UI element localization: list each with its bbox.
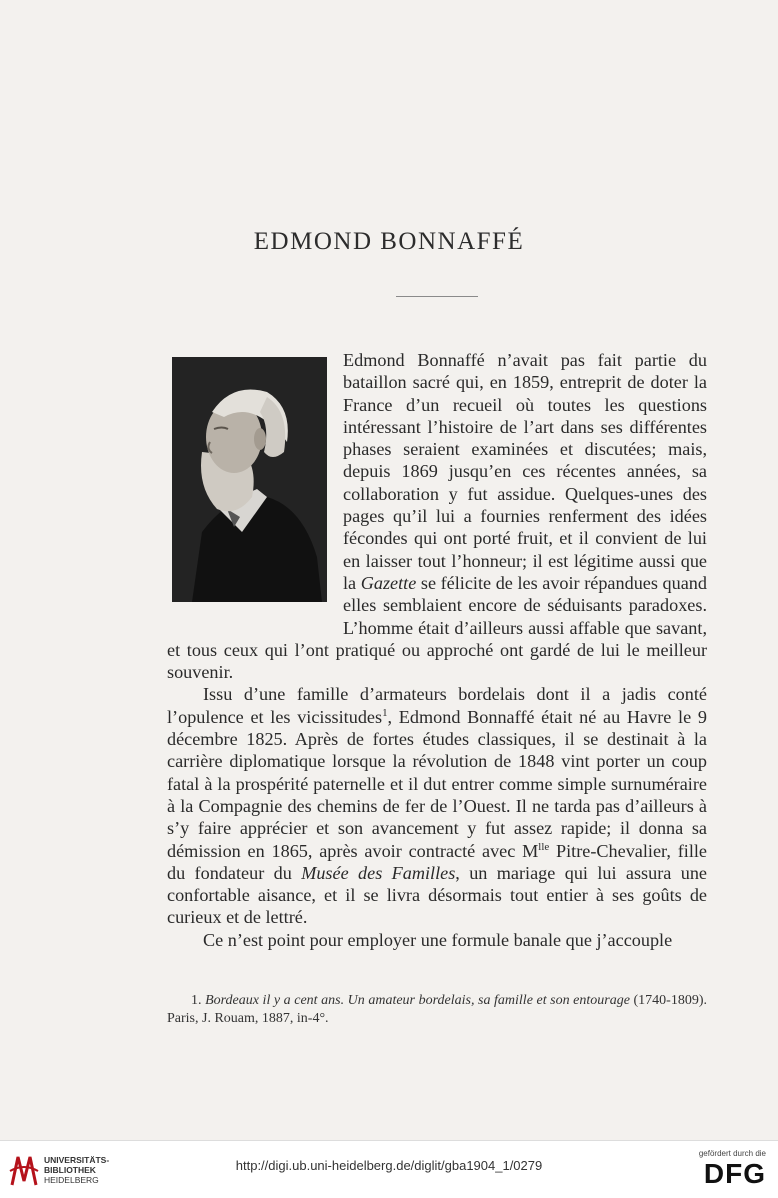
portrait-spacer — [167, 349, 343, 617]
mlle-superscript: lle — [538, 840, 550, 853]
paragraph-1-text-a: Edmond Bonnaffé n’avait pas fait partie du bataillon sacré qui, en 1859, entreprit de doter la France d’un recueil où toutes les questions intéressant l’histoire de l’art dans ses différentes phases seraient examinées et discutées; mais, depuis 1869 jusqu’en ces récentes années, sa collaboration y fut assidue. Quelques-unes des pages qu’il lui a fournies renferment des idées fécondes qui ont porté fruit, et il convient de lui en laisser tout l’honneur; il est légitime aussi que la — [343, 350, 707, 593]
musee-title: Musée des Familles — [301, 862, 456, 883]
dfg-logo: DFG — [703, 1158, 766, 1189]
sponsor-text: gefördert durch die — [698, 1149, 766, 1158]
sponsor-block — [676, 1149, 766, 1190]
footnote-reference: 1 — [382, 706, 388, 719]
paragraph-2-text-a: Issu d’une famille d’armateurs bordelais dont il a jadis conté l’opulence et les vicissitudes — [167, 684, 707, 727]
paragraph-3: Ce n’est point pour employer une formule banale que j’accouple — [203, 929, 673, 950]
permalink-url[interactable]: http://digi.ub.uni-heidelberg.de/diglit/gba1904_1/0279 — [235, 1158, 543, 1173]
paragraph-2-text-b: , Edmond Bonnaffé était né au Havre le 9 décembre 1825. Après de fortes études classiques, il se destinait à la carrière diplomatique lorsque la révolution de 1848 vint porter un coup fatal à la prospérité paternelle et il dut entrer comme simple surnuméraire à la Compagnie des chemins de fer de l’Ouest. Il ne tarda pas d’ailleurs à s’y faire apprécier et son avancement y fut assez rapide; il donna sa démission en 1865, après avoir contracté avec M — [167, 706, 707, 861]
library-name-line-3: HEIDELBERG — [44, 1175, 99, 1185]
page-title: EDMOND BONNAFFÉ — [253, 228, 525, 255]
footnote-rest: (1740-1809). Paris, J. Rouam, 1887, in-4°. — [167, 993, 707, 1026]
paragraph-2 — [167, 683, 707, 928]
library-name-line-1: UNIVERSITÄTS- — [44, 1155, 110, 1165]
article-body — [167, 349, 707, 951]
footnote-number: 1. — [191, 993, 206, 1008]
footnote — [167, 992, 707, 1028]
footnote-title: Bordeaux il y a cent ans. Un amateur bordelais, sa famille et son entourage — [205, 993, 630, 1008]
viewer-footer-bar — [0, 1140, 778, 1198]
gazette-title: Gazette — [360, 572, 417, 593]
paragraph-1-text-b: se félicite de les avoir répandues quand elles semblaient encore de séduisants paradoxes. L’homme était d’ailleurs aussi affable que savant, et tous ceux qui l’ont pratiqué ou approché ont gardé de lui le meilleur souvenir. — [167, 572, 707, 683]
paragraph-2-text-d: , un mariage qui lui assura une confortable aisance, et il se livra désormais tout entier à ses goûts de curieux et de lettré. — [167, 862, 707, 928]
title-divider — [396, 296, 478, 297]
paragraph-2-text-c: Pitre-Chevalier, fille du fondateur du — [167, 840, 708, 883]
library-name-line-2: BIBLIOTHEK — [44, 1165, 96, 1175]
